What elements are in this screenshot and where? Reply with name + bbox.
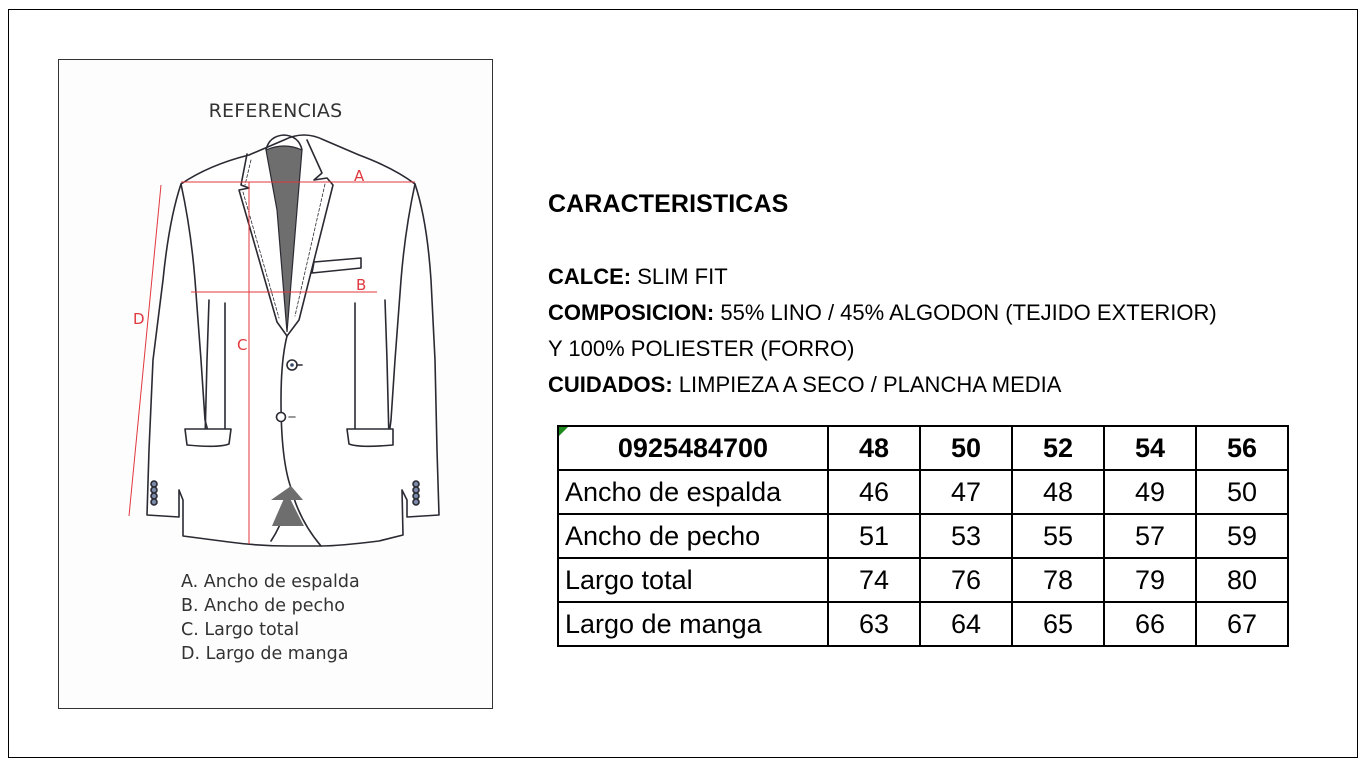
table-cell: 80 — [1196, 558, 1288, 602]
marker-c: C — [237, 336, 248, 354]
legend-item-c: C. Largo total — [181, 620, 300, 640]
feature-fit — [548, 259, 1217, 295]
features-title: CARACTERISTICAS — [548, 190, 789, 218]
cell-comment-indicator-icon — [559, 427, 568, 436]
table-cell: 63 — [828, 602, 920, 646]
feature-care-label: CUIDADOS: — [548, 372, 673, 397]
legend-item-a: A. Ancho de espalda — [181, 572, 360, 592]
feature-composition-cont — [548, 331, 1217, 367]
row-label: Largo total — [558, 558, 828, 602]
table-cell: 66 — [1104, 602, 1196, 646]
size-table — [557, 425, 1289, 647]
size-header-cell: 48 — [828, 426, 920, 470]
table-cell: 51 — [828, 514, 920, 558]
table-cell: 47 — [920, 470, 1012, 514]
table-row — [558, 558, 1288, 602]
feature-care-value: LIMPIEZA A SECO / PLANCHA MEDIA — [672, 372, 1062, 397]
size-header-cell: 56 — [1196, 426, 1288, 470]
table-row — [558, 602, 1288, 646]
table-cell: 46 — [828, 470, 920, 514]
feature-composition-cont-value: Y 100% POLIESTER (FORRO) — [548, 336, 855, 361]
table-cell: 74 — [828, 558, 920, 602]
table-cell: 79 — [1104, 558, 1196, 602]
table-cell: 59 — [1196, 514, 1288, 558]
marker-a: A — [354, 167, 365, 185]
table-cell: 76 — [920, 558, 1012, 602]
legend-item-d: D. Largo de manga — [181, 644, 349, 664]
table-cell: 57 — [1104, 514, 1196, 558]
row-label: Ancho de pecho — [558, 514, 828, 558]
table-cell: 78 — [1012, 558, 1104, 602]
feature-fit-value: SLIM FIT — [631, 264, 728, 289]
feature-care — [548, 367, 1217, 403]
features-section — [548, 190, 1217, 403]
table-cell: 50 — [1196, 470, 1288, 514]
feature-fit-label: CALCE: — [548, 264, 632, 289]
table-cell: 48 — [1012, 470, 1104, 514]
marker-d: D — [133, 310, 145, 328]
references-title: REFERENCIAS — [208, 100, 343, 122]
table-cell: 67 — [1196, 602, 1288, 646]
references-panel — [58, 59, 493, 709]
row-label: Ancho de espalda — [558, 470, 828, 514]
table-row — [558, 514, 1288, 558]
row-label: Largo de manga — [558, 602, 828, 646]
feature-composition-label: COMPOSICION: — [548, 300, 715, 325]
table-cell: 55 — [1012, 514, 1104, 558]
table-header-row — [558, 426, 1288, 470]
marker-b: B — [356, 276, 367, 294]
table-cell: 53 — [920, 514, 1012, 558]
feature-composition-value: 55% LINO / 45% ALGODON (TEJIDO EXTERIOR) — [714, 300, 1217, 325]
size-header-cell: 52 — [1012, 426, 1104, 470]
measurement-legend — [181, 570, 360, 666]
product-code-cell: 0925484700 — [558, 426, 828, 470]
legend-item-b: B. Ancho de pecho — [181, 596, 345, 616]
feature-composition — [548, 295, 1217, 331]
table-cell: 49 — [1104, 470, 1196, 514]
size-header-cell: 54 — [1104, 426, 1196, 470]
size-header-cell: 50 — [920, 426, 1012, 470]
table-row — [558, 470, 1288, 514]
table-cell: 64 — [920, 602, 1012, 646]
table-cell: 65 — [1012, 602, 1104, 646]
